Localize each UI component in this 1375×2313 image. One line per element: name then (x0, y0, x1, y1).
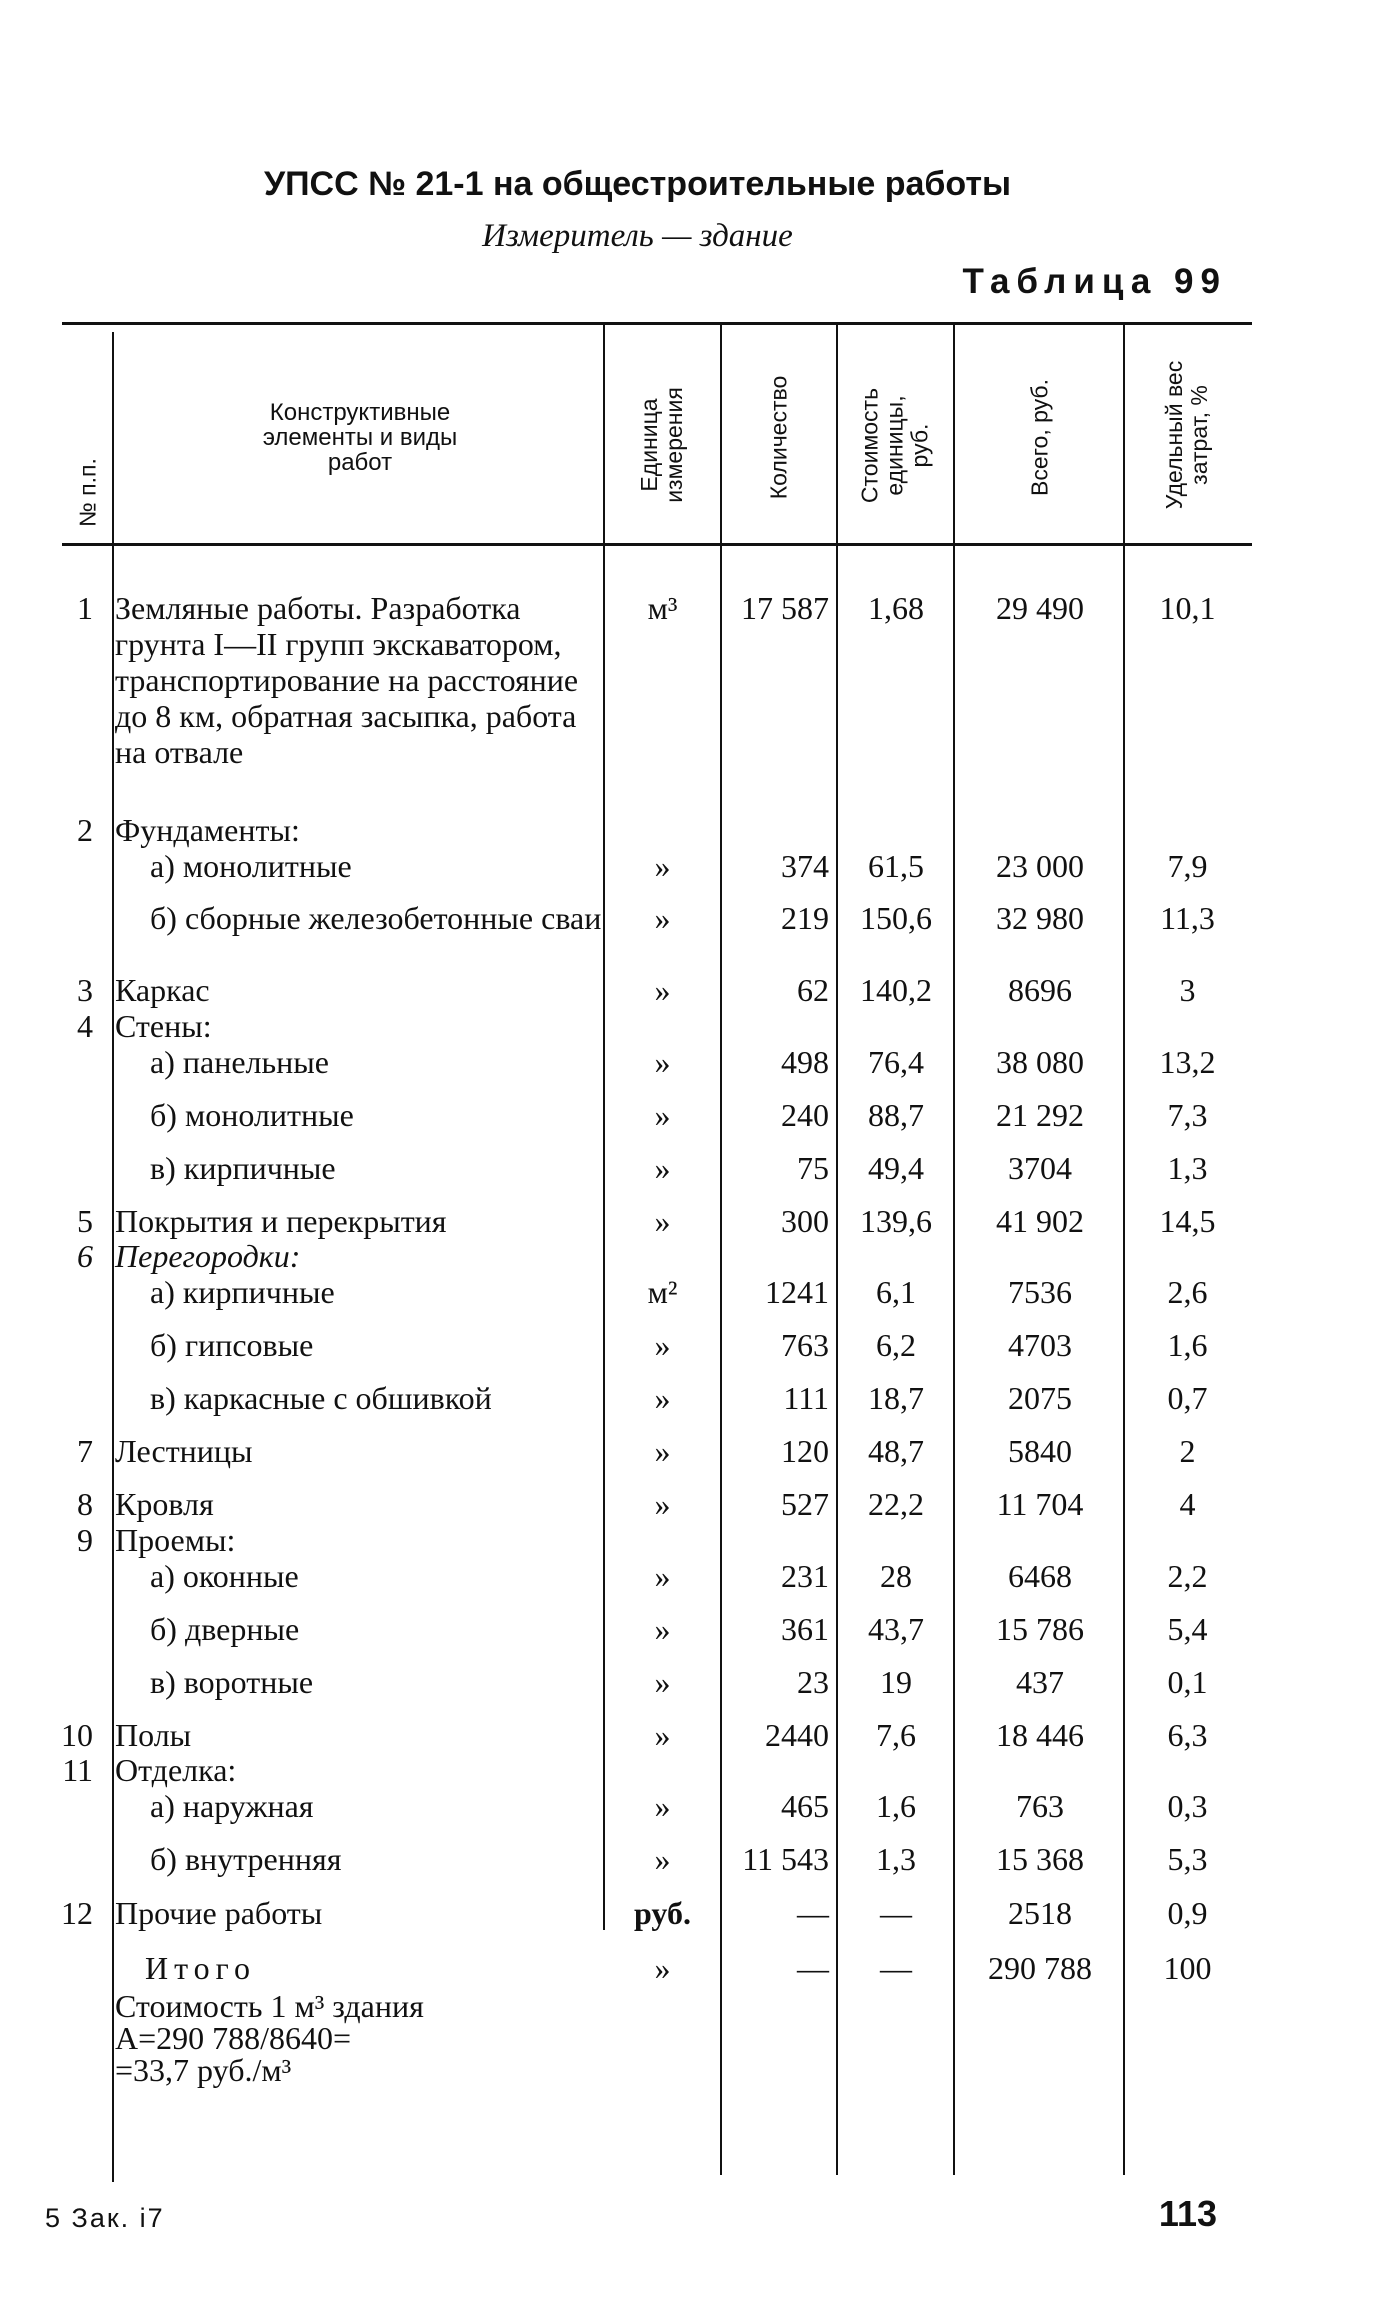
row-price: 1,68 (868, 590, 924, 626)
row-share: 5,3 (1167, 1841, 1208, 1877)
row-total: 15 786 (996, 1611, 1084, 1647)
col-header-total: Всего, руб. (1026, 379, 1053, 496)
row-share: 10,1 (1159, 590, 1216, 626)
row-share: 14,5 (1159, 1203, 1216, 1239)
row-num: 2 (77, 812, 93, 848)
row-total: 8696 (1008, 972, 1072, 1008)
row-price: 1,3 (876, 1841, 916, 1877)
row-unit: руб. (634, 1895, 691, 1931)
row-unit: » (654, 1841, 671, 1877)
row-total: 6468 (1008, 1558, 1072, 1594)
row-price: — (880, 1895, 912, 1931)
row-share: 0,7 (1167, 1380, 1208, 1416)
row-num: 7 (77, 1433, 93, 1469)
row-unit: м² (647, 1274, 678, 1310)
summary-line-1: Стоимость 1 м³ здания (115, 1988, 424, 2024)
row-name: в) каркасные с обшивкой (150, 1380, 492, 1416)
row-qty: 763 (781, 1327, 829, 1363)
footer-order-note: 5 Зак. i7 (45, 2203, 165, 2233)
row-price: 22,2 (868, 1486, 924, 1522)
row-unit: » (654, 1717, 671, 1753)
row-unit: » (654, 1097, 671, 1133)
row-total: 4703 (1008, 1327, 1072, 1363)
row-name: б) дверные (150, 1611, 300, 1647)
row-num: 8 (77, 1486, 93, 1522)
row-price: 61,5 (868, 848, 924, 884)
row-unit: » (654, 1558, 671, 1594)
row-unit: » (654, 900, 671, 936)
col-header-name: Конструктивные элементы и виды работ (262, 399, 458, 476)
row-share: 7,3 (1167, 1097, 1208, 1133)
row-total: 32 980 (996, 900, 1084, 936)
row-total: 3704 (1008, 1150, 1072, 1186)
row-qty: 498 (781, 1044, 829, 1080)
row-share: 2 (1179, 1433, 1196, 1469)
row-price: 88,7 (868, 1097, 924, 1133)
row-price: 6,1 (876, 1274, 916, 1310)
row-num: 4 (77, 1008, 93, 1044)
col-header-share: Удельный вес затрат, % (1161, 360, 1212, 510)
row-price: 140,2 (860, 972, 932, 1008)
row-price: 49,4 (868, 1150, 924, 1186)
row-total: 21 292 (996, 1097, 1084, 1133)
table-label: Таблица 99 (962, 262, 1227, 301)
row-total: 437 (1016, 1664, 1064, 1700)
row-price: 76,4 (868, 1044, 924, 1080)
row-name: Стены: (115, 1008, 212, 1044)
row-price: 28 (880, 1558, 912, 1594)
row-num: 5 (77, 1203, 93, 1239)
row-qty: 527 (781, 1486, 829, 1522)
row-qty: 219 (781, 900, 829, 936)
row-qty: 75 (797, 1150, 829, 1186)
row-name: в) воротные (150, 1664, 314, 1700)
row-unit: » (654, 848, 671, 884)
page-subtitle: Измеритель — здание (482, 218, 793, 254)
page-title: УПСС № 21-1 на общестроительные работы (263, 165, 1012, 203)
table-top-rule (62, 322, 1252, 325)
row-qty: 465 (781, 1788, 829, 1824)
row-name: б) сборные железобетонные сваи (150, 900, 602, 936)
row-qty: 231 (781, 1558, 829, 1594)
row-name: Покрытия и перекрытия (115, 1203, 447, 1239)
row-qty: 1241 (765, 1274, 829, 1310)
row-share: 2,6 (1167, 1274, 1208, 1310)
col-divider-1 (112, 332, 114, 2182)
row-name: а) кирпичные (150, 1274, 335, 1310)
row-name: в) кирпичные (150, 1150, 336, 1186)
total-label: Итого (145, 1950, 256, 1986)
row-qty: 2440 (765, 1717, 829, 1753)
row-unit: » (654, 1044, 671, 1080)
row-qty: 374 (781, 848, 829, 884)
row-total: 11 704 (996, 1486, 1084, 1522)
row-total: 38 080 (996, 1044, 1084, 1080)
row-share: 100 (1163, 1950, 1212, 1986)
row-name: а) монолитные (150, 848, 352, 884)
col-header-num: № п.п. (74, 458, 101, 527)
col-header-qty: Количество (765, 375, 792, 500)
row-price: 1,6 (876, 1788, 916, 1824)
row-num: 1 (77, 590, 93, 626)
summary-line-3: =33,7 руб./м³ (115, 2052, 292, 2088)
row-total: 15 368 (996, 1841, 1084, 1877)
row-share: 4 (1179, 1486, 1196, 1522)
row-qty: 111 (783, 1380, 829, 1416)
row-name: Земляные работы. Разработка грунта I—II групп экскаватором, транспортирование на расстояние до 8 км, обратная засыпка, работа на отвале (115, 590, 579, 770)
row-total: 2075 (1008, 1380, 1072, 1416)
row-name: б) гипсовые (150, 1327, 314, 1363)
row-share: 7,9 (1167, 848, 1208, 884)
row-qty: 300 (781, 1203, 829, 1239)
row-total: 7536 (1008, 1274, 1072, 1310)
row-unit: » (654, 1150, 671, 1186)
row-share: 0,1 (1167, 1664, 1208, 1700)
summary-line-2: A=290 788/8640= (115, 2020, 352, 2056)
row-qty: — (797, 1895, 829, 1931)
row-qty: 23 (797, 1664, 829, 1700)
row-name: Лестницы (115, 1433, 253, 1469)
row-name: а) наружная (150, 1788, 314, 1824)
row-total: 41 902 (996, 1203, 1084, 1239)
row-name: Кровля (115, 1486, 214, 1522)
row-unit: » (654, 972, 671, 1008)
row-name: Фундаменты: (115, 812, 300, 848)
row-price: 7,6 (876, 1717, 916, 1753)
row-unit: » (654, 1203, 671, 1239)
row-total: 763 (1016, 1788, 1064, 1824)
col-divider-4 (836, 325, 838, 2175)
row-num: 6 (77, 1238, 93, 1274)
row-qty: 11 543 (742, 1841, 829, 1877)
row-name: Полы (115, 1717, 192, 1753)
row-unit: » (654, 1950, 671, 1986)
row-total: 290 788 (988, 1950, 1092, 1986)
row-name: б) внутренняя (150, 1841, 342, 1877)
col-header-price: Стоимость единицы, руб. (856, 387, 933, 504)
row-unit: » (654, 1380, 671, 1416)
row-num: 11 (62, 1752, 93, 1788)
row-qty: 120 (781, 1433, 829, 1469)
row-num: 10 (61, 1717, 93, 1753)
row-unit: » (654, 1788, 671, 1824)
row-name: Отделка: (115, 1752, 237, 1788)
row-price: 6,2 (876, 1327, 916, 1363)
row-share: 0,3 (1167, 1788, 1208, 1824)
row-num: 3 (77, 972, 93, 1008)
row-share: 13,2 (1159, 1044, 1216, 1080)
row-qty: 240 (781, 1097, 829, 1133)
row-unit: » (654, 1611, 671, 1647)
header-bottom-rule (62, 543, 1252, 546)
row-share: 0,9 (1167, 1895, 1208, 1931)
row-name: а) оконные (150, 1558, 299, 1594)
row-price: 150,6 (860, 900, 932, 936)
row-total: 2518 (1008, 1895, 1072, 1931)
row-total: 5840 (1008, 1433, 1072, 1469)
row-unit: м³ (647, 590, 678, 626)
row-price: 139,6 (860, 1203, 932, 1239)
row-share: 3 (1179, 972, 1196, 1008)
row-qty: 62 (797, 972, 829, 1008)
row-share: 5,4 (1167, 1611, 1208, 1647)
row-price: 48,7 (868, 1433, 924, 1469)
row-unit: » (654, 1664, 671, 1700)
row-unit: » (654, 1327, 671, 1363)
row-qty: 17 587 (741, 590, 829, 626)
row-num: 9 (77, 1522, 93, 1558)
row-name: Каркас (115, 972, 210, 1008)
row-unit: » (654, 1486, 671, 1522)
row-qty: 361 (781, 1611, 829, 1647)
row-unit: » (654, 1433, 671, 1469)
row-share: 2,2 (1167, 1558, 1208, 1594)
row-price: 18,7 (868, 1380, 924, 1416)
row-name: Проемы: (115, 1522, 236, 1558)
row-share: 1,3 (1167, 1150, 1208, 1186)
row-total: 23 000 (996, 848, 1084, 884)
row-price: 19 (880, 1664, 912, 1700)
row-num: 12 (61, 1895, 93, 1931)
row-share: 11,3 (1160, 900, 1215, 936)
row-name: б) монолитные (150, 1097, 354, 1133)
row-total: 18 446 (996, 1717, 1084, 1753)
row-qty: — (797, 1950, 829, 1986)
row-share: 1,6 (1167, 1327, 1208, 1363)
col-header-unit: Единица измерения (636, 387, 687, 503)
row-share: 6,3 (1167, 1717, 1208, 1753)
row-price: 43,7 (868, 1611, 924, 1647)
row-name: Перегородки: (115, 1238, 301, 1274)
row-price: — (880, 1950, 912, 1986)
row-total: 29 490 (996, 590, 1084, 626)
row-name: а) панельные (150, 1044, 329, 1080)
page-number: 113 (1158, 2193, 1217, 2234)
row-name: Прочие работы (115, 1895, 323, 1931)
